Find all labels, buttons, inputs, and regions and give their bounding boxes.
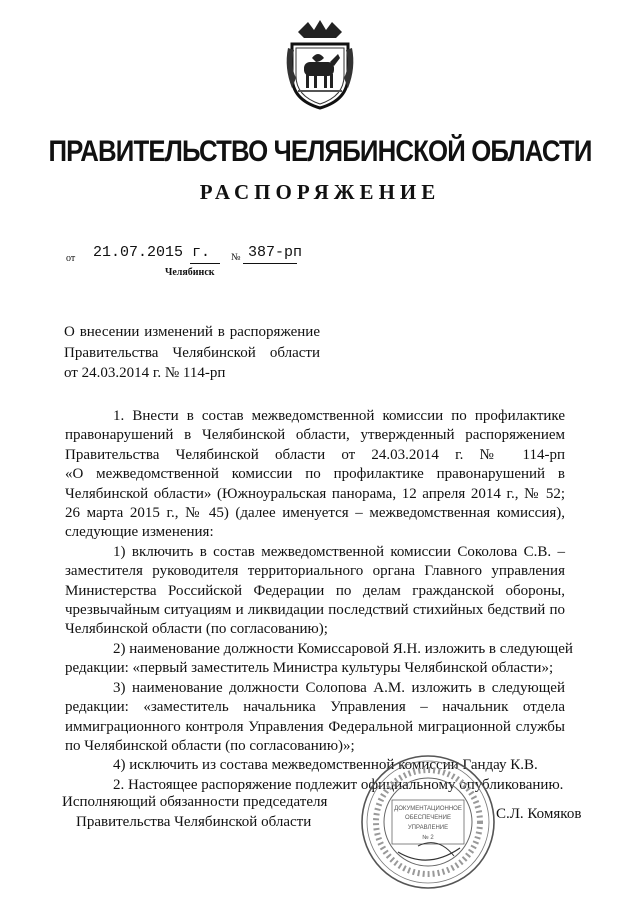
body-line: 2. Настоящее распоряжение подлежит официальному опубликованию. [113, 776, 564, 793]
number-prefix: № [231, 252, 241, 263]
body-line: 26 марта 2015 г., № 45) (далее именуется – межведомственная комиссия), [65, 505, 565, 522]
body-line: правонарушений в Челябинской области, утвержденный распоряжением [65, 427, 565, 444]
body-line: 3) наименование должности Солопова А.М. изложить в следующей [113, 679, 565, 696]
body-line: 1) включить в состав межведомственной комиссии Соколова С.В. – [113, 543, 565, 560]
organization-title: ПРАВИТЕЛЬСТВО ЧЕЛЯБИНСКОЙ ОБЛАСТИ [48, 135, 592, 168]
subject-line: Правительства Челябинской области [64, 344, 320, 361]
body-line: 4) исключить из состава межведомственной комиссии Гандау К.В. [113, 757, 538, 774]
signatory-position [62, 792, 327, 832]
signatory-position-line: Правительства Челябинской области [76, 814, 312, 830]
body-line: чрезвычайным ситуациям и ликвидации последствий стихийных бедствий по [65, 602, 565, 619]
body-line: 1. Внести в состав межведомственной комиссии по профилактике [113, 408, 565, 424]
document-number: 387-рп [248, 244, 303, 261]
coat-of-arms-emblem [284, 18, 356, 110]
subject-line: от 24.03.2014 г. № 114-рп [64, 365, 226, 381]
body-line: Челябинской области» (Южноуральская панорама, 12 апреля 2014 г., № 52; [65, 485, 565, 502]
svg-text:УПРАВЛЕНИЕ: УПРАВЛЕНИЕ [407, 825, 449, 831]
document-type: РАСПОРЯЖЕНИЕ [199, 180, 441, 204]
signatory-name: С.Л. Комяков [496, 806, 582, 822]
body-line: Правительства Челябинской области от 24.03.2014 г. № 114-рп [65, 446, 565, 463]
city-label: Челябинск [165, 267, 215, 278]
body-line: Министерства Российской Федерации по делам гражданской обороны, [65, 582, 565, 599]
svg-text:ОБЕСПЕЧЕНИЕ: ОБЕСПЕЧЕНИЕ [405, 815, 451, 821]
svg-text:№ 2: № 2 [422, 835, 434, 841]
body-line: следующие изменения: [65, 524, 214, 541]
document-date: 21.07.2015 г. [93, 244, 211, 261]
body-line: 2) наименование должности Комиссаровой Я.Н. изложить в следующей [113, 640, 573, 657]
svg-text:ДОКУМЕНТАЦИОННОЕ: ДОКУМЕНТАЦИОННОЕ [394, 806, 462, 812]
document-subject [64, 322, 320, 384]
date-underline [190, 263, 220, 264]
body-line: редакции: «заместитель начальника Управления – начальник отдела [65, 699, 565, 716]
number-underline [243, 263, 297, 264]
subject-line: О внесении изменений в распоряжение [64, 324, 320, 340]
body-line: по Челябинской области (по согласованию)»; [65, 737, 355, 754]
signatory-position-line: Исполняющий обязанности председателя [62, 794, 328, 810]
body-line: редакции: «первый заместитель Министра культуры Челябинской области»; [65, 660, 554, 677]
body-line: «О межведомственной комиссии по профилактике правонарушений в [65, 466, 565, 483]
official-seal-stamp [358, 752, 498, 892]
document-body [65, 407, 573, 795]
body-line: иммиграционного контроля Управления Федеральной миграционной службы [65, 718, 565, 735]
body-line: заместителя руководителя территориального органа Главного управления [65, 563, 565, 580]
body-line: Челябинской области (по согласованию); [65, 621, 328, 638]
date-prefix: от [66, 253, 76, 264]
